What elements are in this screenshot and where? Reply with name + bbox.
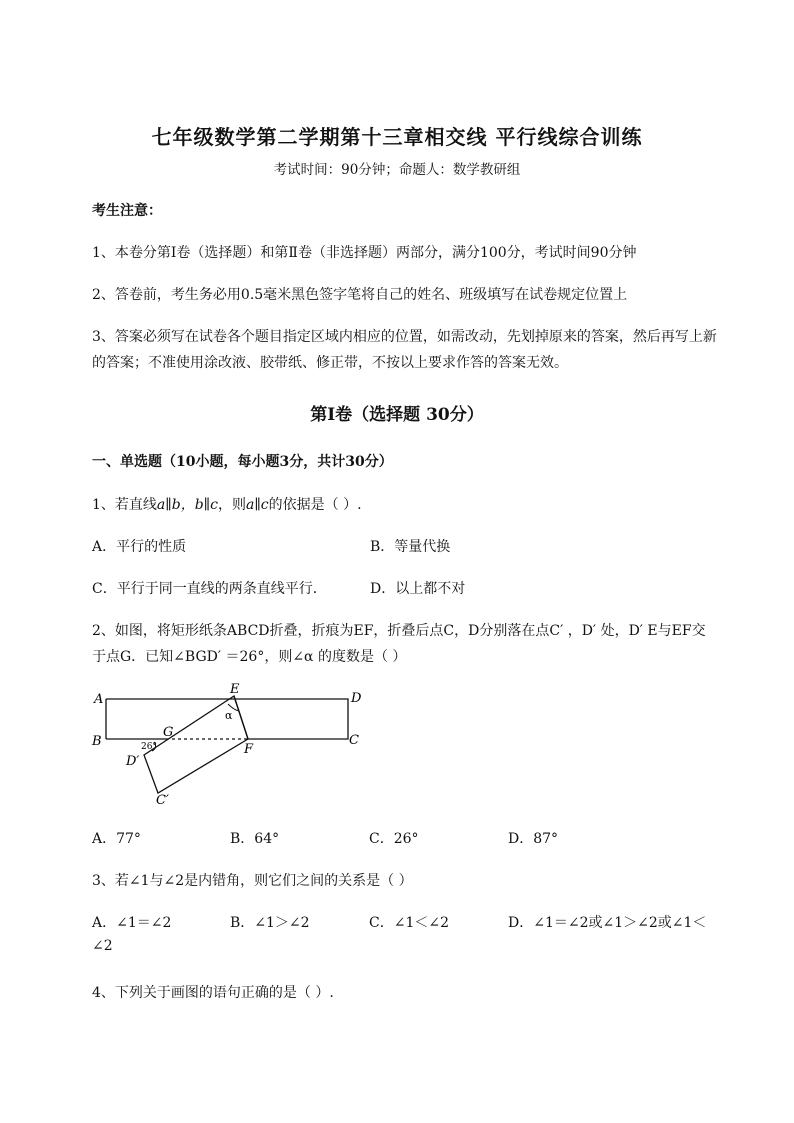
question-4-stem: 4、下列关于画图的语句正确的是（ ）. (92, 985, 334, 1001)
exam-subtitle: 考试时间：90分钟；命题人：数学教研组 (273, 162, 521, 178)
section-title: 第I卷（选择题 30分） (310, 405, 484, 425)
notice-item-3: 3、答案必须写在试卷各个题目指定区域内相应的位置，如需改动，先划掉原来的答案，然后再写上新 (92, 329, 717, 345)
label-d: D (351, 691, 362, 706)
q3-option-d[interactable]: D．∠1＝∠2或∠1＞∠2或∠1＜ (508, 915, 707, 931)
q1-option-c[interactable]: C．平行于同一直线的两条直线平行． (92, 581, 327, 597)
question-2-line-2: 于点G．已知∠BGD′ ＝26°，则∠α 的度数是（ ） (92, 649, 407, 665)
label-f: F (244, 742, 254, 757)
label-b: B (92, 734, 102, 749)
label-c: C (349, 733, 359, 748)
label-c-prime: C′ (156, 793, 169, 808)
question-2-line-1: 2、如图，将矩形纸条ABCD折叠，折痕为EF，折叠后点C，D分别落在点C′ ，D′ 处，D′ E与EF交 (92, 623, 706, 639)
q3-option-b[interactable]: B．∠1＞∠2 (230, 915, 310, 931)
notice-item-1: 1、本卷分第I卷（选择题）和第Ⅱ卷（非选择题）两部分，满分100分，考试时间90分钟 (92, 245, 637, 261)
q1-expr-1: a∥b，b∥c (156, 497, 218, 513)
notice-item-2: 2、答卷前，考生务必用0.5毫米黑色签字笔将自己的姓名、班级填写在试卷规定位置上 (92, 287, 628, 303)
question-1-stem (92, 494, 362, 514)
folded-strip-figure (88, 680, 378, 810)
label-g: G (163, 725, 174, 740)
q1-stem-mid: ，则 (217, 497, 246, 513)
q3-option-c[interactable]: C．∠1＜∠2 (369, 915, 449, 931)
q1-stem-pre: 1、若直线 (92, 497, 157, 513)
label-e: E (230, 682, 240, 697)
label-angle-26: 26° (141, 742, 157, 752)
notice-item-3-cont: 的答案；不准使用涂改液、胶带纸、修正带，不按以上要求作答的答案无效。 (92, 355, 568, 371)
q2-option-c[interactable]: C．26° (369, 831, 419, 847)
q3-option-d-cont: ∠2 (92, 938, 113, 954)
q1-option-b[interactable]: B．等量代换 (370, 539, 451, 555)
part-heading: 一、单选题（10小题，每小题3分，共计30分） (92, 454, 393, 470)
label-d-prime: D′ (126, 754, 140, 769)
q1-stem-post: 的依据是（ ）. (268, 497, 362, 513)
q2-option-b[interactable]: B．64° (230, 831, 280, 847)
crease-ef (234, 696, 248, 739)
q3-option-a[interactable]: A．∠1＝∠2 (92, 915, 172, 931)
q1-expr-2: a∥c (245, 497, 269, 513)
label-alpha: α (225, 709, 233, 722)
q2-option-a[interactable]: A．77° (92, 831, 141, 847)
q2-option-d[interactable]: D．87° (508, 831, 559, 847)
question-3-stem: 3、若∠1与∠2是内错角，则它们之间的关系是（ ） (92, 873, 413, 889)
exam-title: 七年级数学第二学期第十三章相交线 平行线综合训练 (151, 125, 643, 149)
q1-option-d[interactable]: D．以上都不对 (370, 581, 466, 597)
label-a: A (94, 692, 104, 707)
notice-heading: 考生注意： (92, 203, 162, 219)
q1-option-a[interactable]: A．平行的性质 (92, 539, 187, 555)
